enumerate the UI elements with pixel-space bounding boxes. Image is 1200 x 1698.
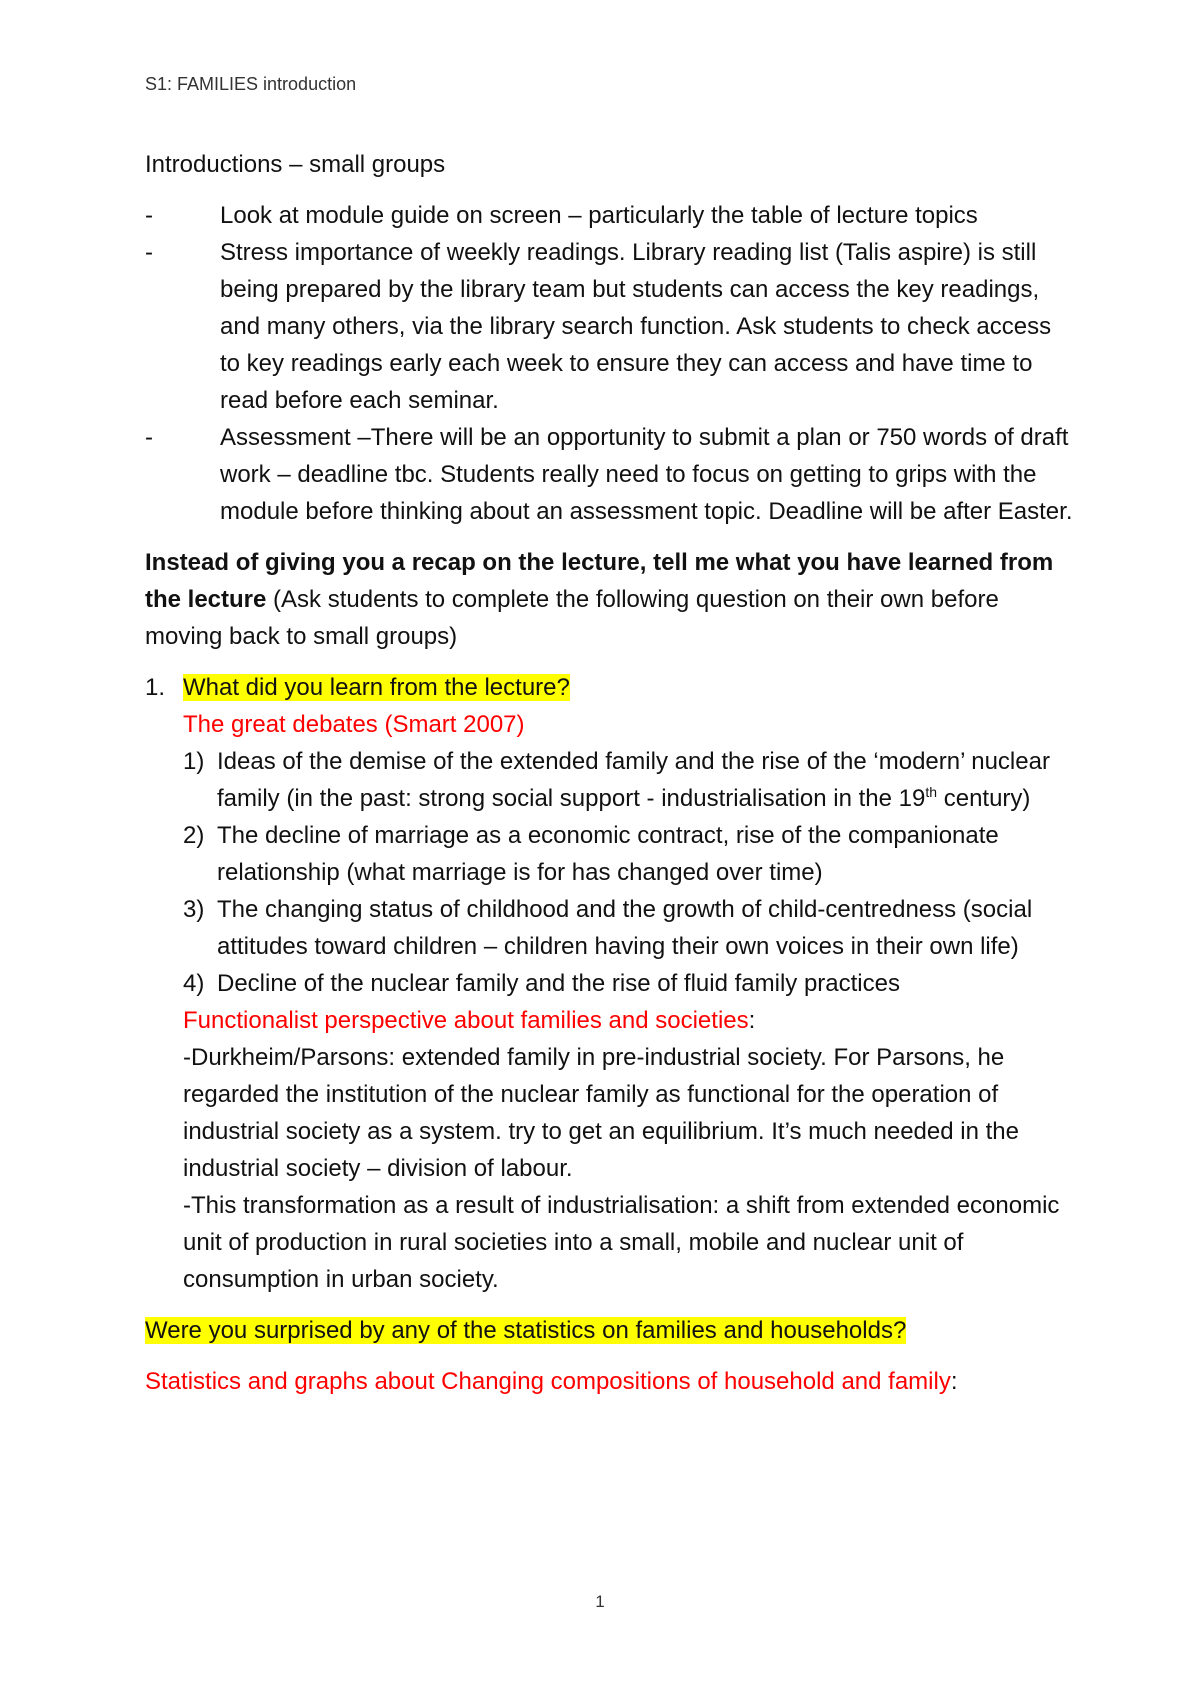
debate-text-after: century) [937, 785, 1031, 812]
functionalist-colon: : [748, 1007, 756, 1034]
debate-number: 3) [183, 896, 205, 923]
prompt-paragraph [145, 544, 1075, 655]
functionalist-paragraph: -Durkheim/Parsons: extended family in pre-industrial society. For Parsons, he regarded the institution of the nuclear family as functional for the operation of industrial society as a system. try to get an equilibrium. It’s much needed in the industrial society – division of labour. [183, 1044, 1019, 1182]
debate-item [183, 817, 1075, 891]
intro-heading: Introductions – small groups [145, 151, 446, 178]
debate-text: Ideas of the demise of the extended family and the rise of the ‘modern’ nuclear family (in the past: strong social support - industrialisation in the 19 [217, 748, 1050, 812]
debate-item [183, 965, 1075, 1002]
intro-item: - Assessment –There will be an opportunity to submit a plan or 750 words of draft work – deadline tbc. Students really need to focus on getting to grips with the module before thinking about an assessment topic. Deadline will be after Easter. [145, 419, 1075, 530]
statistics-colon: : [950, 1368, 958, 1395]
prompt-rest-text: (Ask students to complete the following question on their own before moving back to small groups) [145, 586, 999, 650]
debate-item [183, 891, 1075, 965]
debate-text: The changing status of childhood and the growth of child-centredness (social attitudes toward children – children having their own voices in their own life) [217, 896, 1033, 960]
debate-number: 2) [183, 822, 205, 849]
functionalist-heading-line [183, 1002, 1075, 1039]
document-body [145, 146, 1075, 1400]
question-1-number: 1. [145, 674, 166, 701]
functionalist-paragraph: -This transformation as a result of industrialisation: a shift from extended economic unit of production in rural societies into a small, mobile and nuclear unit of consumption in urban society. [183, 1192, 1060, 1293]
great-debates-heading: The great debates (Smart 2007) [183, 711, 525, 738]
debates-list [183, 743, 1075, 1002]
debate-text: The decline of marriage as a economic contract, rise of the companionate relationship (what marriage is for has changed over time) [217, 822, 999, 886]
surprise-question-line [145, 1312, 1075, 1349]
functionalist-heading: Functionalist perspective about families and societies [183, 1007, 749, 1034]
debate-text: Decline of the nuclear family and the rise of fluid family practices [217, 970, 900, 997]
page-header: S1: FAMILIES introduction [145, 74, 357, 94]
prompt-bold-text: Instead of giving you a recap on the lecture, tell me what you have learned from the lecture [145, 549, 1054, 613]
page-number: 1 [595, 1592, 605, 1611]
question-1 [145, 669, 1075, 1298]
statistics-heading: Statistics and graphs about Changing compositions of household and family [145, 1368, 951, 1395]
intro-item: - Stress importance of weekly readings. Library reading list (Talis aspire) is still being prepared by the library team but students can access the key readings, and many others, via the library search function. Ask students to check access to key readings early each week to ensure they can access and have time to read before each seminar. [145, 234, 1075, 419]
debate-number: 1) [183, 748, 205, 775]
question-1-text: What did you learn from the lecture? [183, 674, 570, 701]
debate-number: 4) [183, 970, 205, 997]
statistics-heading-line [145, 1363, 1075, 1400]
debate-item [183, 743, 1075, 817]
intro-list [145, 197, 1075, 530]
intro-item: - Look at module guide on screen – particularly the table of lecture topics [145, 197, 1075, 234]
surprise-question: Were you surprised by any of the statistics on families and households? [145, 1317, 907, 1344]
debate-superscript: th [925, 784, 938, 800]
